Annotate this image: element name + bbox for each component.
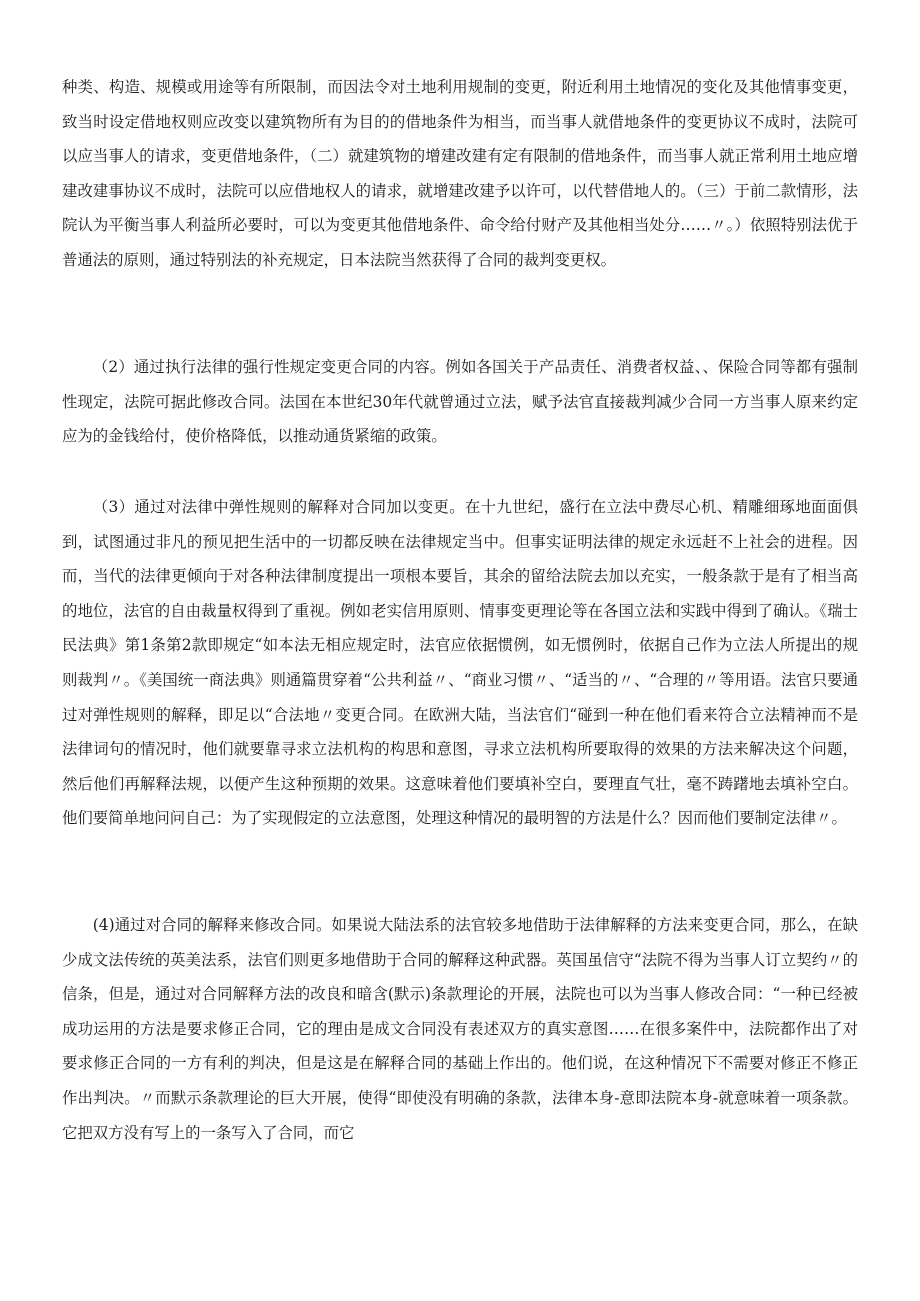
paragraph-mandatory-rules: （2）通过执行法律的强行性规定变更合同的内容。例如各国关于产品责任、消费者权益、、保险合同等都有强制性现定，法院可据此修改合同。法国在本世纪30年代就曾通过立法，赋予法官直接裁判减少合同一方当事人原来约定应为的金钱给付，使价格降低，以推动通货紧缩的政策。: [62, 358, 858, 446]
paragraph-contract-interpretation: (4)通过对合同的解释来修改合同。如果说大陆法系的法官较多地借助于法律解释的方法来变更合同，那么，在缺少成文法传统的英美法系，法官们则更多地借助于合同的解释这种武器。英国虽信守“法院不得为当事人订立契约〃的信条，但是，通过对合同解释方法的改良和暗含(默示)条款理论的开展，法院也可以为当事人修改合同：“一种已经被成功运用的方法是要求修正合同，它的理由是成文合同没有表述双方的真实意图……在很多案件中，法院都作出了对要求修正合同的一方有利的判决，但是这是在解释合同的基础上作出的。他们说，在这种情况下不需要对修正不修正作出判决。〃而默示条款理论的巨大开展，使得“即使没有明确的条款，法律本身-意即法院本身-就意味着一项条款。它把双方没有写上的一条写入了合同，而它: [62, 916, 858, 1142]
paragraph-flexible-rules: （3）通过对法律中弹性规则的解释对合同加以变更。在十九世纪，盛行在立法中费尽心机、精雕细琢地面面俱到，试图通过非凡的预见把生活中的一切都反映在法律规定当中。但事实证明法律的规定永远赶不上社会的进程。因而，当代的法律更倾向于对各种法律制度提出一项根本要旨，其余的留给法院去加以充实，一般条款于是有了相当高的地位，法官的自由裁量权得到了重视。例如老实信用原则、情事变更理论等在各国立法和实践中得到了确认。《瑞士民法典》第1条第2款即规定“如本法无相应规定时，法官应依据惯例，如无惯例时，依据自己作为立法人所提出的规则裁判〃。《美国统一商法典》则通篇贯穿着“公共利益〃、“商业习惯〃、“适当的〃、“合理的〃等用语。法官只要通过对弹性规则的解释，即足以“合法地〃变更合同。在欧洲大陆，当法官们“碰到一种在他们看来符合立法精神而不是法律词句的情况时，他们就要靠寻求立法机构的构思和意图，寻求立法机构所要取得的效果的方法来解决这个问题，然后他们再解释法规，以便产生这种预期的效果。这意味着他们要填补空白，要理直气壮，毫不踌躇地去填补空白。他们要简单地问问自己：为了实现假定的立法意图，处理这种情况的最明智的方法是什么？因而他们要制定法律〃。: [62, 498, 858, 828]
paragraph-continuation: 种类、构造、规模或用途等有所限制，而因法令对土地利用规制的变更，附近利用土地情况的变化及其他情事变更，致当时设定借地权则应改变以建筑物所有为目的的借地条件为相当，而当事人就借地条件的变更协议不成时，法院可以应当事人的请求，变更借地条件，（二）就建筑物的增建改建有定有限制的借地条件，而当事人就正常利用土地应增建改建事协议不成时，法院可以应借地权人的请求，就增建改建予以许可，以代替借地人的。（三）于前二款情形，法院认为平衡当事人利益所必要时，可以为变更其他借地条件、命令给付财产及其他相当处分……〃。）依照特别法优于普通法的原则，通过特别法的补充规定，日本法院当然获得了合同的裁判变更权。: [62, 78, 858, 269]
